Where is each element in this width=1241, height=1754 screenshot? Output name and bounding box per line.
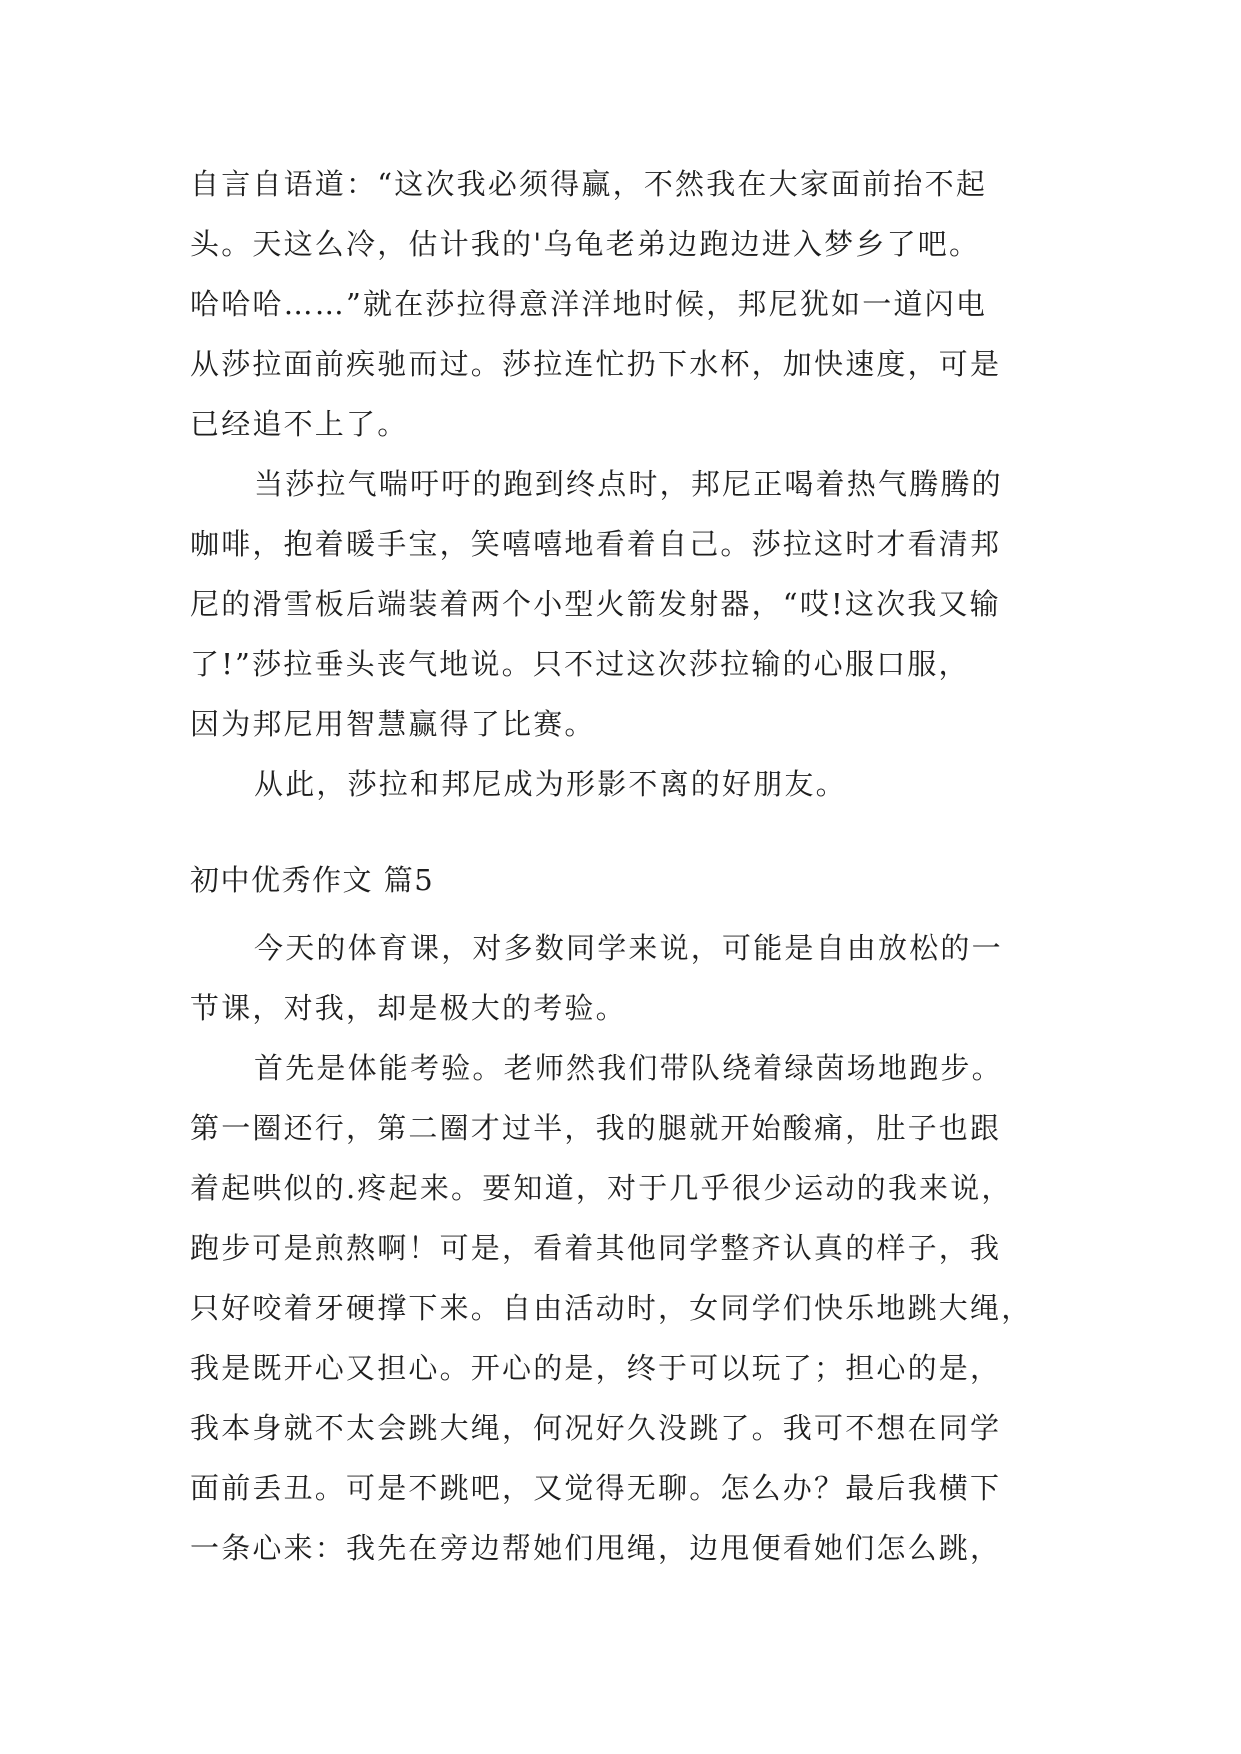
text-line: 跑步可是煎熬啊！可是，看着其他同学整齐认真的样子，我 — [190, 1231, 1002, 1265]
text-line: 咖啡，抱着暖手宝，笑嘻嘻地看着自己。莎拉这时才看清邦 — [190, 527, 1002, 561]
paragraph-conclusion — [190, 754, 1070, 814]
text-line: 节课，对我，却是极大的考验。 — [190, 991, 627, 1025]
text-line: 从莎拉面前疾驰而过。莎拉连忙扔下水杯，加快速度，可是 — [190, 347, 1002, 381]
text-line: 一条心来：我先在旁边帮她们甩绳，边甩便看她们怎么跳， — [190, 1531, 1002, 1565]
text-line: 只好咬着牙硬撑下来。自由活动时，女同学们快乐地跳大绳， — [190, 1291, 1033, 1325]
text-line: 我本身就不太会跳大绳，何况好久没跳了。我可不想在同学 — [190, 1411, 1002, 1445]
text-line: 当莎拉气喘吁吁的跑到终点时，邦尼正喝着热气腾腾的 — [254, 467, 1003, 501]
text-line: 尼的滑雪板后端装着两个小型火箭发射器，“哎!这次我又输 — [190, 587, 1001, 621]
text-line: 着起哄似的.疼起来。要知道，对于几乎很少运动的我来说， — [190, 1171, 1013, 1205]
text-line: 从此，莎拉和邦尼成为形影不离的好朋友。 — [254, 767, 847, 801]
text-line: 哈哈哈……”就在莎拉得意洋洋地时候，邦尼犹如一道闪电 — [190, 287, 988, 321]
paragraph-stamina-test — [190, 1038, 1070, 1578]
section-heading: 初中优秀作文 篇5 — [190, 863, 435, 897]
text-line: 自言自语道：“这次我必须得赢，不然我在大家面前抬不起 — [190, 167, 988, 201]
text-line: 已经追不上了。 — [190, 407, 409, 441]
paragraph-story-ending — [190, 154, 1070, 454]
text-line: 首先是体能考验。老师然我们带队绕着绿茵场地跑步。 — [254, 1051, 1003, 1085]
text-line: 今天的体育课，对多数同学来说，可能是自由放松的一 — [254, 931, 1003, 965]
text-line: 了!”莎拉垂头丧气地说。只不过这次莎拉输的心服口服， — [190, 647, 970, 681]
text-line: 第一圈还行，第二圈才过半，我的腿就开始酸痛，肚子也跟 — [190, 1111, 1002, 1145]
text-line: 我是既开心又担心。开心的是，终于可以玩了；担心的是， — [190, 1351, 1002, 1385]
text-line: 因为邦尼用智慧赢得了比赛。 — [190, 707, 596, 741]
paragraph-finish-line — [190, 454, 1070, 754]
text-line: 面前丢丑。可是不跳吧，又觉得无聊。怎么办？最后我横下 — [190, 1471, 1002, 1505]
paragraph-pe-class-intro — [190, 918, 1070, 1038]
text-line: 头。天这么冷，估计我的'乌龟老弟边跑边进入梦乡了吧。 — [190, 227, 981, 261]
